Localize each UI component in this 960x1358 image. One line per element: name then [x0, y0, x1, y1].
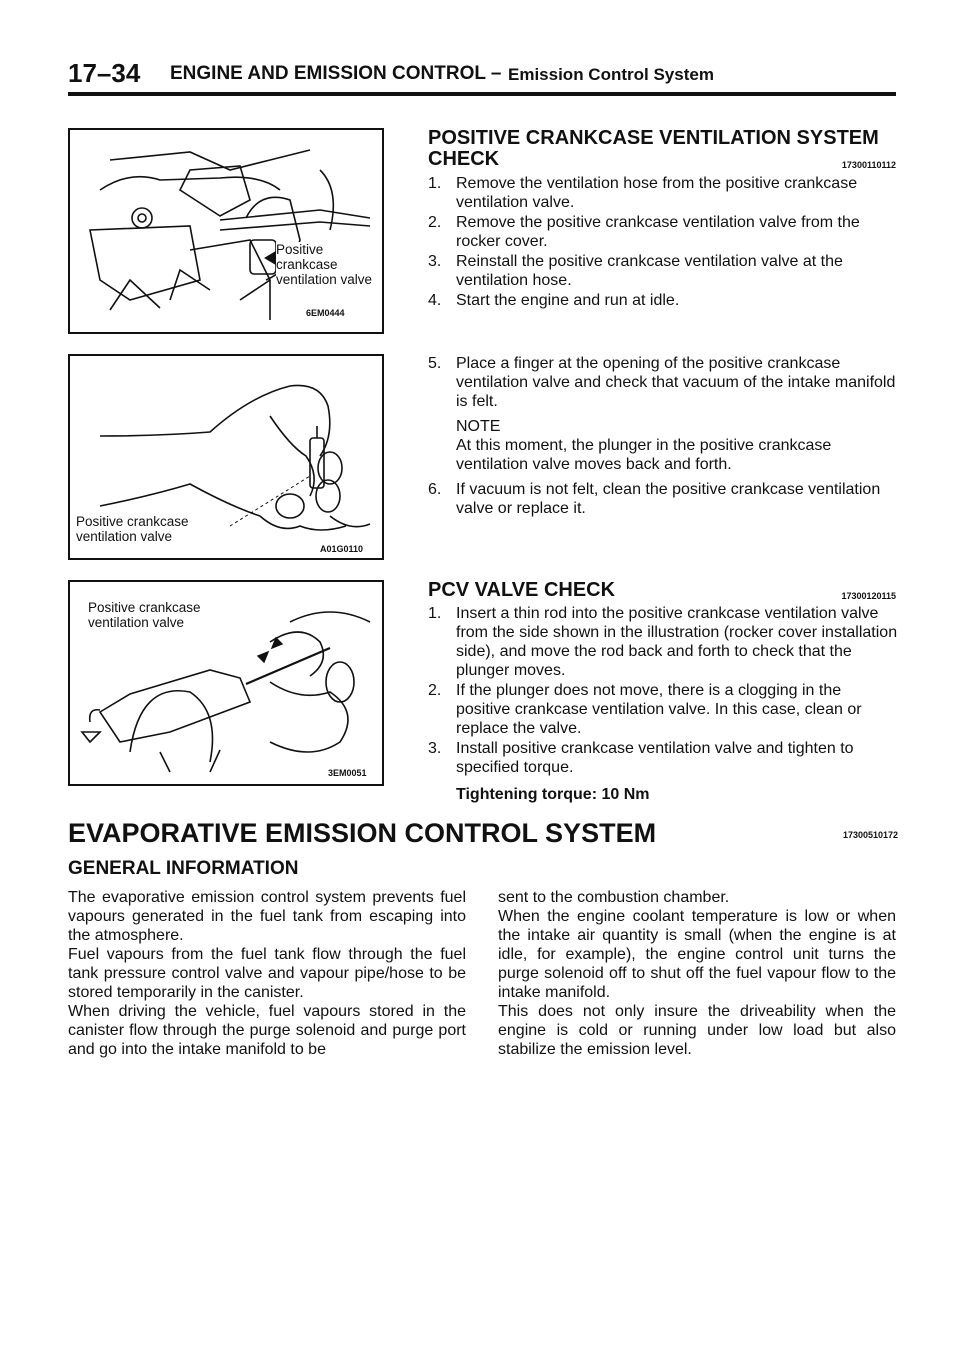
- paragraph: sent to the combustion chamber.: [498, 889, 730, 906]
- figure-1-label: Positive crankcase ventilation valve: [276, 242, 373, 287]
- evap-left-column: [68, 888, 466, 1059]
- list-item: 3. Install positive crankcase ventilation valve and tighten to specified torque.: [428, 740, 854, 776]
- note-text: At this moment, the plunger in the positive crankcase ventilation valve moves back and forth.: [456, 437, 832, 473]
- evap-subtitle: GENERAL INFORMATION: [68, 858, 299, 879]
- paragraph: When driving the vehicle, fuel vapours stored in the canister flow through the purge solenoid and purge port and go into the intake manifold to be: [68, 1003, 466, 1058]
- section-title: Emission Control System: [508, 65, 714, 84]
- paragraph: When the engine coolant temperature is low or when the intake air quantity is small (when the engine is at idle, for example), the engine control unit turns the purge solenoid off to shut off the fuel vapour flow to the intake manifold.: [498, 908, 896, 1001]
- list-item: 2. Remove the positive crankcase ventilation valve from the rocker cover.: [428, 214, 860, 250]
- evap-title: EVAPORATIVE EMISSION CONTROL SYSTEM: [68, 818, 657, 848]
- page-header: [68, 52, 896, 96]
- page-number: 17–34: [68, 58, 141, 88]
- note-title: NOTE: [456, 418, 501, 435]
- figure-2-label: Positive crankcase ventilation valve: [76, 514, 189, 544]
- paragraph: This does not only insure the driveability when the engine is cold or running under low load but also stabilize the emission level.: [498, 1003, 896, 1058]
- evap-heading: [68, 818, 898, 849]
- pcv-valve-title: PCV VALVE CHECK: [428, 579, 616, 601]
- engine-illustration: [70, 130, 382, 332]
- list-item: 5. Place a finger at the opening of the positive crankcase ventilation valve and check that vacuum of the intake manifold is felt.: [428, 355, 896, 410]
- pcv-system-heading: [428, 128, 898, 170]
- paragraph: The evaporative emission control system prevents fuel vapours generated in the fuel tank from escaping into the atmosphere.: [68, 889, 466, 944]
- pcv-system-title-1: POSITIVE CRANKCASE VENTILATION SYSTEM: [428, 127, 879, 149]
- figure-pcv-location: [68, 128, 384, 334]
- list-item: 2. If the plunger does not move, there is a clogging in the positive crankcase ventilation valve. In this case, clean or replace the valve.: [428, 682, 862, 737]
- tightening-torque: Tightening torque: 10 Nm: [456, 786, 650, 803]
- pcv-system-steps-continued: [428, 354, 898, 519]
- paragraph: Fuel vapours from the fuel tank flow through the fuel tank pressure control valve and vapour pipe/hose to be stored temporarily in the canister.: [68, 946, 466, 1001]
- pcv-system-steps: [428, 174, 898, 311]
- figure-3-code: 3EM0051: [328, 768, 367, 778]
- list-item: 3. Reinstall the positive crankcase ventilation valve at the ventilation hose.: [428, 253, 843, 289]
- list-item: 1. Insert a thin rod into the positive crankcase ventilation valve from the side shown in the illustration (rocker cover installation side), and move the rod back and forth to check that the plunger moves.: [428, 605, 898, 679]
- list-item: 1. Remove the ventilation hose from the positive crankcase ventilation valve.: [428, 175, 858, 211]
- pcv-system-title-2: CHECK: [428, 148, 500, 170]
- chapter-title: ENGINE AND EMISSION CONTROL –: [170, 63, 502, 84]
- list-item: 6. If vacuum is not felt, clean the positive crankcase ventilation valve or replace it.: [428, 481, 881, 517]
- pcv-valve-heading: [428, 580, 898, 601]
- pcv-system-code: 17300110112: [841, 160, 896, 170]
- figure-rod-check: [68, 580, 384, 786]
- pcv-valve-steps: [428, 604, 898, 804]
- list-item: 4. Start the engine and run at idle.: [428, 292, 680, 309]
- figure-2-code: A01G0110: [320, 544, 364, 554]
- pcv-system-title-row: [428, 149, 898, 170]
- pcv-valve-code: 17300120115: [841, 591, 896, 601]
- note-block: [428, 417, 898, 474]
- evap-right-column: [498, 888, 896, 1059]
- figure-finger-check: [68, 354, 384, 560]
- evap-code: 17300510172: [842, 830, 898, 840]
- figure-1-code: 6EM0444: [306, 308, 345, 318]
- figure-3-label: Positive crankcase ventilation valve: [88, 600, 201, 630]
